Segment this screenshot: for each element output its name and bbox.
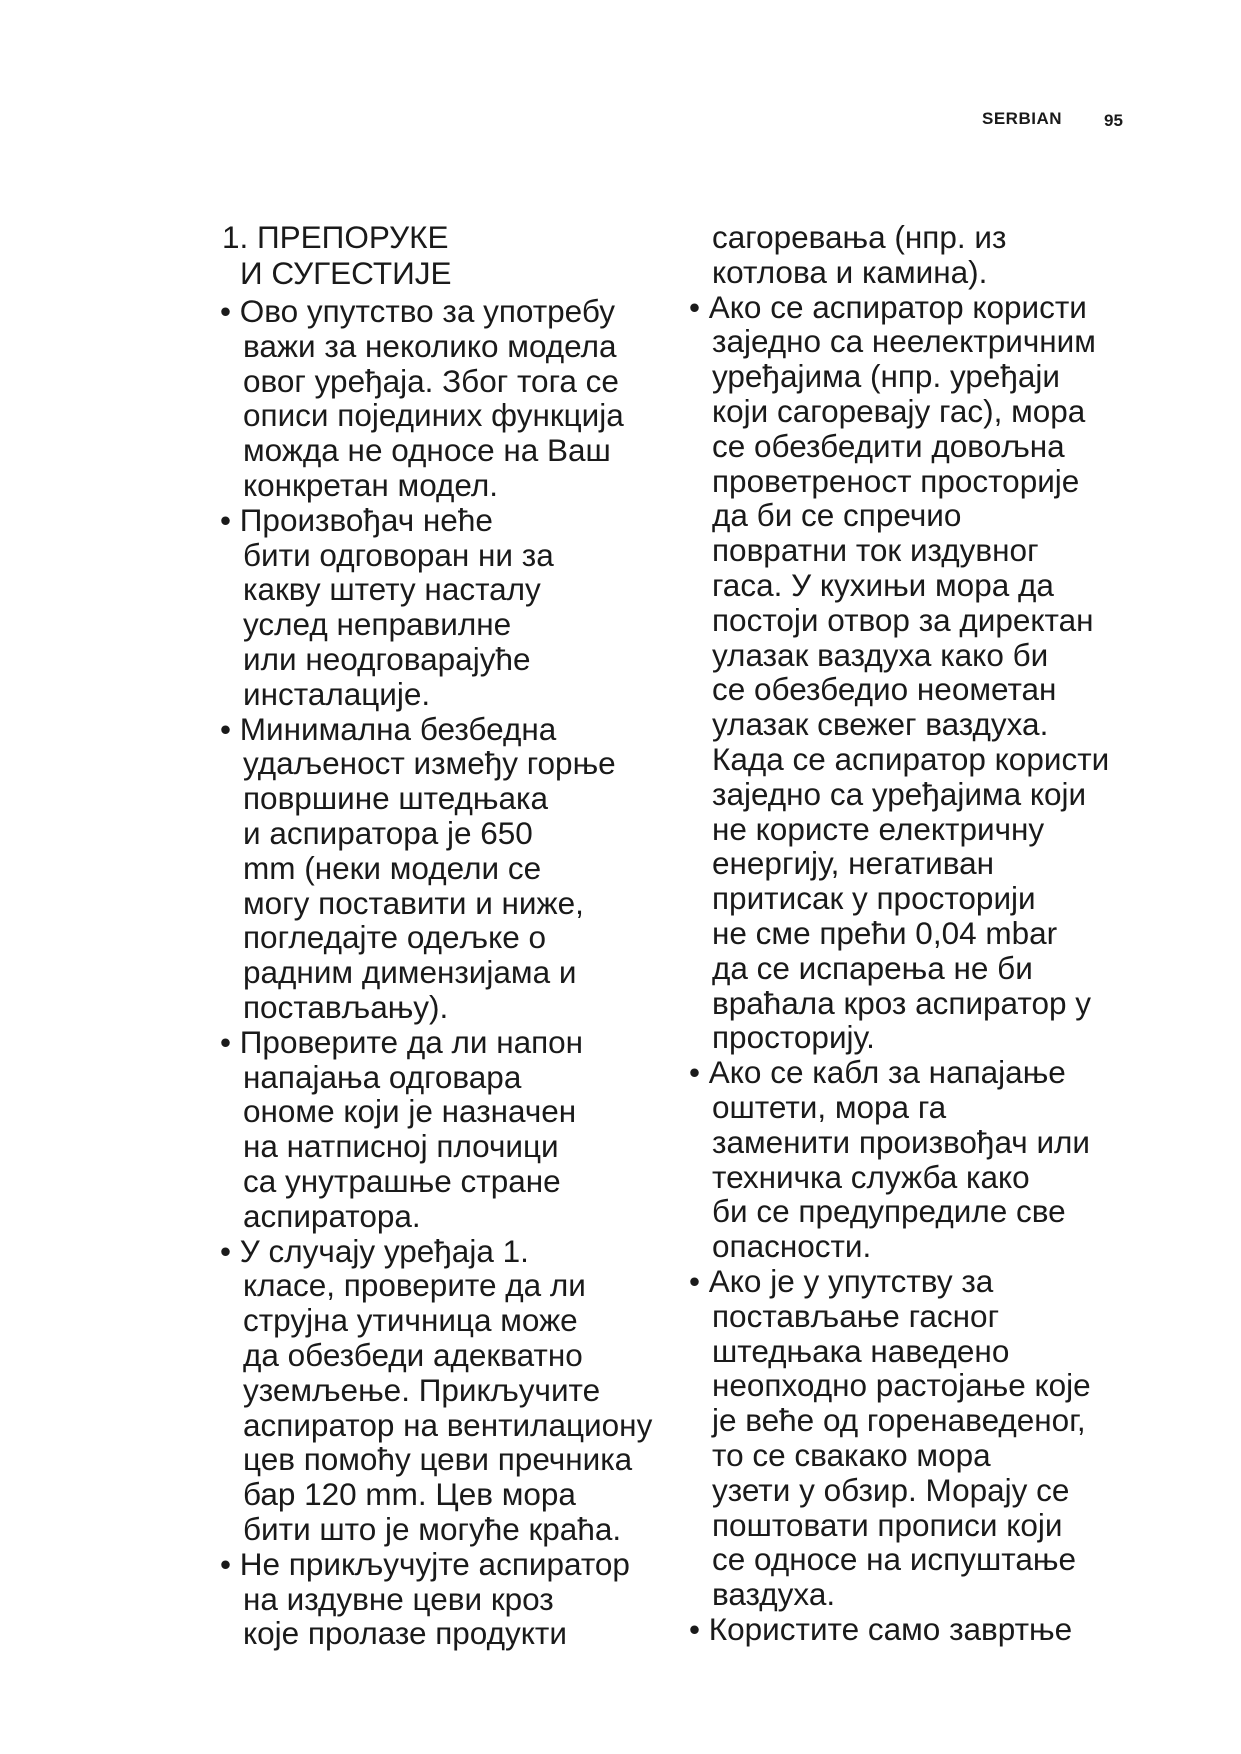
bullet-line: • Ако се кабл за напајање <box>689 1054 1066 1091</box>
text-line: бар 120 mm. Цев мора <box>243 1476 576 1513</box>
bullet-line: • Произвођач неће <box>220 501 493 538</box>
text-line: притисак у просторији <box>712 880 1036 917</box>
text-line: се обезбедио неометан <box>712 671 1057 708</box>
text-line: цев помоћу цеви пречника <box>243 1441 633 1478</box>
page-number: 95 <box>1104 111 1123 130</box>
text-line: улазак свежег ваздуха. <box>712 706 1049 743</box>
text-line: то се свакако мора <box>712 1437 991 1473</box>
text-line: се односе на испуштање <box>712 1541 1076 1578</box>
text-line: техничка служба како <box>712 1158 1030 1195</box>
text-line: описи појединих функција <box>243 397 624 434</box>
bullet-line: • У случају уређаја 1. <box>220 1232 529 1269</box>
text-line: неопходно растојање које <box>712 1367 1091 1404</box>
bullet-line: • Ово упутство за употребу <box>220 293 615 329</box>
text-line: штедњака наведено <box>712 1332 1010 1369</box>
text-line: уземљење. Прикључите <box>243 1371 601 1408</box>
text-line: напајања одговара <box>243 1058 522 1095</box>
text-line: на издувне цеви кроз <box>243 1580 554 1617</box>
text-line: сагоревања (нпр. из <box>712 219 1007 255</box>
section-title: 1. ПРЕПОРУКЕ <box>222 219 449 255</box>
bullet-line: • Ако је у упутству за <box>689 1263 994 1299</box>
text-line: враћала кроз аспиратор у <box>712 984 1091 1021</box>
text-line: овог уређаја. Због тога се <box>243 362 619 399</box>
text-line: mm (неки модели се <box>243 849 542 886</box>
text-line: заједно са неелектричним <box>712 323 1096 360</box>
text-line: конкретан модел. <box>243 467 499 503</box>
bullet-line: • Не прикључујте аспиратор <box>220 1545 630 1582</box>
text-line: какву штету насталу <box>243 571 541 608</box>
text-line: просторију. <box>712 1019 875 1056</box>
text-line: да се испарења не би <box>712 949 1033 986</box>
text-line: аспиратор на вентилациону <box>243 1406 653 1443</box>
text-line: или неодговарајуће <box>243 641 531 677</box>
text-line: је веће од горенаведеног, <box>712 1402 1086 1439</box>
text-line: струјна утичница може <box>243 1302 578 1339</box>
text-line: би се предупредиле све <box>712 1193 1066 1230</box>
text-line: важи за неколико модела <box>243 327 617 364</box>
text-line: поштовати прописи који <box>712 1506 1063 1543</box>
text-line: Када се аспиратор користи <box>712 741 1110 777</box>
text-line: ономе који је назначен <box>243 1093 577 1130</box>
text-line: не користе електричну <box>712 810 1045 847</box>
bullet-line: • Користите само завртње <box>689 1611 1073 1647</box>
text-line: постављању). <box>243 989 449 1025</box>
section-title: И СУГЕСТИЈЕ <box>240 255 452 291</box>
text-line: на натписној плочици <box>243 1128 559 1165</box>
text-line: заменити произвођач или <box>712 1123 1091 1160</box>
text-line: и аспиратора је 650 <box>243 815 533 851</box>
header-language: SERBIAN <box>982 109 1063 128</box>
bullet-line: • Минимална безбедна <box>220 710 557 747</box>
text-line: радним димензијама и <box>243 954 577 991</box>
text-line: уређајима (нпр. уређаји <box>712 358 1061 395</box>
text-line: аспиратора. <box>243 1197 421 1234</box>
text-line: узети у обзир. Морају се <box>712 1471 1070 1508</box>
text-line: са унутрашње стране <box>243 1163 561 1199</box>
bullet-line: • Проверите да ли напон <box>220 1023 584 1060</box>
text-line: површине штедњака <box>243 780 549 817</box>
text-line: услед неправилне <box>243 606 512 643</box>
text-line: улазак ваздуха како би <box>712 636 1049 673</box>
text-line: које пролазе продукти <box>243 1615 567 1652</box>
text-line: бити што је могуће краћа. <box>243 1511 622 1547</box>
text-line: да обезбеди адекватно <box>243 1337 583 1373</box>
text-line: да би се спречио <box>712 497 962 534</box>
text-line: се обезбедити довољна <box>712 427 1065 464</box>
text-line: ваздуха. <box>712 1576 836 1613</box>
text-line: можда не односе на Ваш <box>243 432 611 469</box>
text-line: гаса. У кухињи мора да <box>712 567 1054 603</box>
text-line: који сагоревају гас), мора <box>712 393 1086 429</box>
text-line: енергију, негативан <box>712 845 994 882</box>
text-line: опасности. <box>712 1228 872 1265</box>
text-line: инсталације. <box>243 675 431 712</box>
text-line: котлова и камина). <box>712 253 988 290</box>
text-line: постављање гасног <box>712 1297 1000 1334</box>
text-line: удаљеност између горње <box>243 745 616 782</box>
text-line: постоји отвор за директан <box>712 601 1094 638</box>
text-line: бити одговоран ни за <box>243 536 554 573</box>
text-line: проветреност просторије <box>712 462 1080 499</box>
text-line: оштети, мора га <box>712 1089 947 1125</box>
text-line: повратни ток издувног <box>712 532 1039 569</box>
text-line: могу поставити и ниже, <box>243 884 584 921</box>
text-line: не сме прећи 0,04 mbar <box>712 915 1058 951</box>
text-line: заједно са уређајима који <box>712 775 1087 812</box>
bullet-line: • Ако се аспиратор користи <box>689 288 1087 325</box>
text-line: класе, проверите да ли <box>243 1267 586 1304</box>
text-line: погледајте одељке о <box>243 919 547 956</box>
